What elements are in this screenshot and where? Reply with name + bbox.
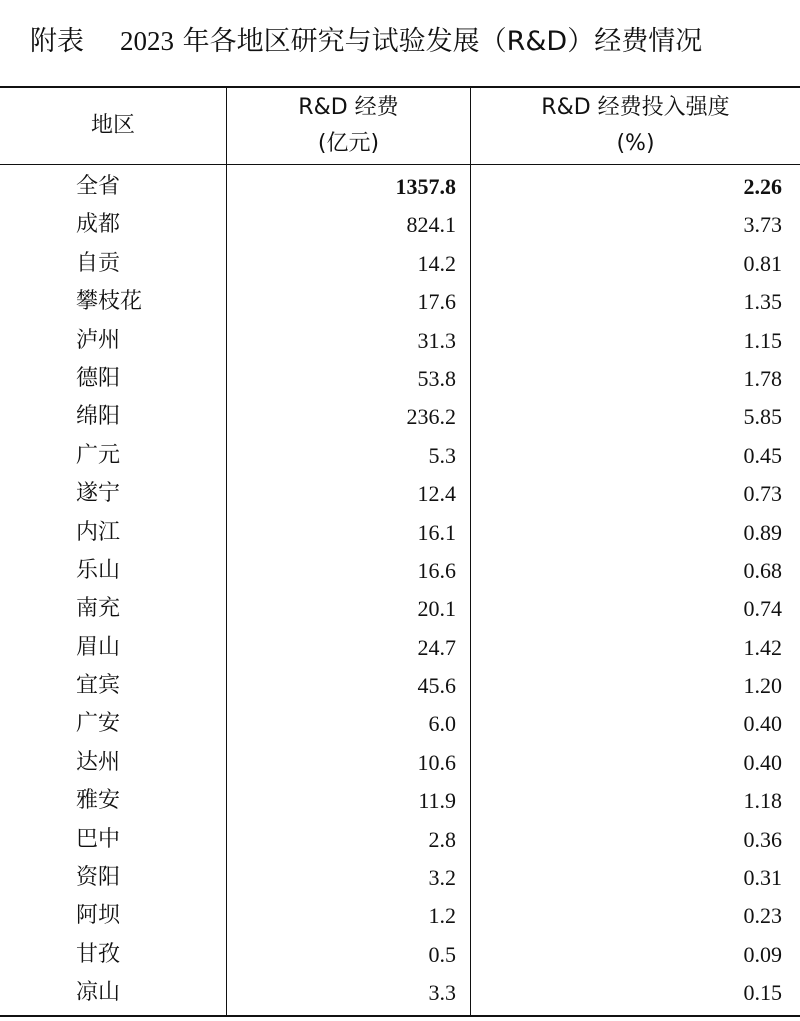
table-header-rule [0,164,800,165]
region-cell: 成都 [76,212,121,238]
funds-cell: 14.2 [417,250,456,276]
title-text: 年各地区研究与试验发展（R&D）经费情况 [182,26,703,57]
title-prefix: 附表 [30,26,84,57]
funds-cell: 16.1 [417,519,456,545]
intensity-cell: 5.85 [743,404,782,430]
table-row [0,974,800,1012]
intensity-cell: 0.74 [743,596,782,622]
intensity-cell: 1.35 [743,289,782,315]
table-row [0,552,800,590]
funds-cell: 6.0 [428,711,456,737]
funds-cell: 236.2 [406,404,456,430]
table-bottom-rule [0,1015,800,1017]
table-row [0,821,800,859]
intensity-cell: 0.23 [743,903,782,929]
table-row [0,859,800,897]
intensity-cell: 0.89 [743,519,782,545]
intensity-cell: 0.36 [743,826,782,852]
table-row [0,475,800,513]
funds-cell: 824.1 [406,212,456,238]
funds-cell: 53.8 [417,365,456,391]
table-row [0,782,800,820]
region-cell: 广安 [76,711,121,737]
intensity-cell: 0.15 [743,980,782,1006]
funds-cell: 3.3 [428,980,456,1006]
intensity-cell: 0.68 [743,557,782,583]
region-cell: 巴中 [76,826,121,852]
table-row [0,744,800,782]
region-cell: 资阳 [76,865,121,891]
region-cell: 全省 [76,174,121,199]
header-funds-unit: (亿元) [317,131,380,156]
intensity-cell: 3.73 [743,212,782,238]
header-funds [227,88,470,164]
funds-cell: 12.4 [417,481,456,507]
intensity-cell: 1.42 [743,634,782,660]
funds-cell: 17.6 [417,289,456,315]
table-row [0,629,800,667]
title-year: 2023 [120,26,174,56]
page-title [30,16,702,66]
funds-cell: 45.6 [417,673,456,699]
intensity-cell: 1.15 [743,327,782,353]
region-cell: 广元 [76,442,121,468]
intensity-cell: 0.73 [743,481,782,507]
table-row [0,667,800,705]
intensity-cell: 0.40 [743,711,782,737]
intensity-cell: 0.40 [743,749,782,775]
funds-cell: 5.3 [428,442,456,468]
table-body [0,168,800,1013]
region-cell: 眉山 [76,634,121,660]
region-cell: 雅安 [76,788,121,814]
table-row [0,705,800,743]
region-cell: 乐山 [76,557,121,583]
region-cell: 内江 [76,519,121,545]
funds-cell: 2.8 [428,826,456,852]
intensity-cell: 0.81 [743,250,782,276]
region-cell: 甘孜 [76,941,121,967]
header-intensity [471,88,800,164]
region-cell: 泸州 [76,327,121,353]
intensity-cell: 0.09 [743,941,782,967]
table-row [0,360,800,398]
region-cell: 自贡 [76,250,121,276]
funds-cell: 31.3 [417,327,456,353]
table-row [0,936,800,974]
funds-cell: 24.7 [417,634,456,660]
region-cell: 攀枝花 [76,289,143,315]
funds-cell: 1357.8 [395,174,456,199]
funds-cell: 20.1 [417,596,456,622]
header-region-label: 地区 [90,113,135,138]
intensity-cell: 1.78 [743,365,782,391]
funds-cell: 1.2 [428,903,456,929]
intensity-cell: 1.18 [743,788,782,814]
table-row [0,897,800,935]
region-cell: 南充 [76,596,121,622]
intensity-cell: 0.31 [743,865,782,891]
funds-cell: 16.6 [417,557,456,583]
header-intensity-label: R&D 经费投入强度 [541,95,730,120]
table-row [0,514,800,552]
table-row [0,437,800,475]
funds-cell: 10.6 [417,749,456,775]
table-row [0,398,800,436]
funds-cell: 11.9 [418,788,456,814]
header-intensity-unit: (%) [616,131,655,156]
intensity-cell: 2.26 [743,174,782,199]
intensity-cell: 1.20 [743,673,782,699]
funds-cell: 0.5 [428,941,456,967]
table-row [0,206,800,244]
funds-cell: 3.2 [428,865,456,891]
intensity-cell: 0.45 [743,442,782,468]
region-cell: 德阳 [76,365,121,391]
region-cell: 凉山 [76,980,121,1006]
table-row-total [0,168,800,206]
header-funds-label: R&D 经费 [298,95,399,120]
region-cell: 达州 [76,749,121,775]
region-cell: 阿坝 [76,903,121,929]
region-cell: 绵阳 [76,404,121,430]
region-cell: 遂宁 [76,481,121,507]
header-region [0,88,226,164]
table-row [0,590,800,628]
table-row [0,283,800,321]
table-row [0,245,800,283]
table-row [0,322,800,360]
region-cell: 宜宾 [76,673,121,699]
